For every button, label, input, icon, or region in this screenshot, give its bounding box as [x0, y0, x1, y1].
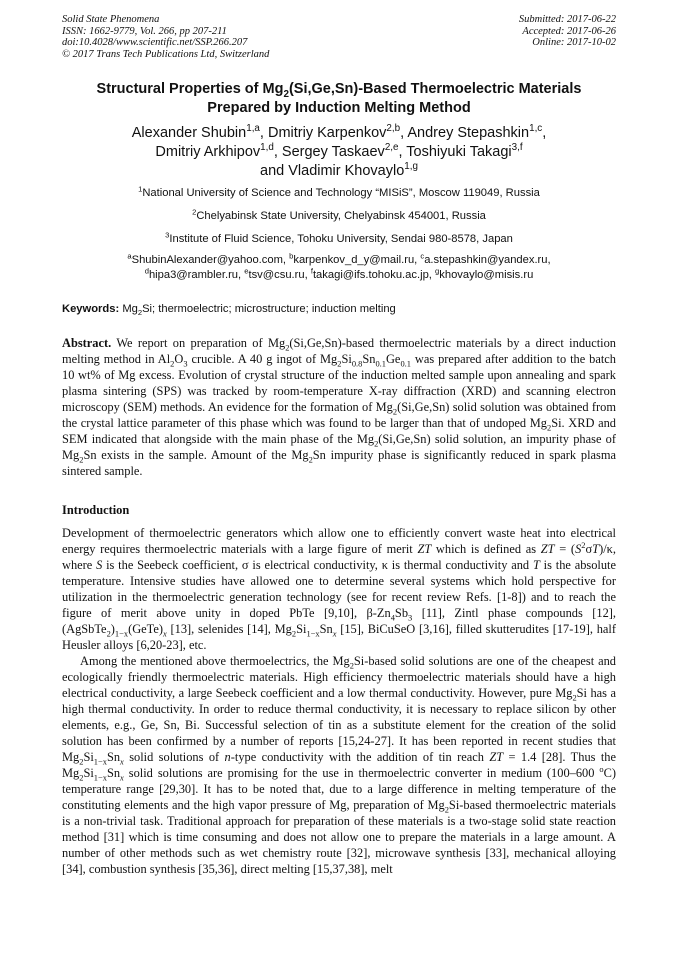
introduction-heading: Introduction [62, 503, 130, 517]
journal-copyright: © 2017 Trans Tech Publications Ltd, Switzerland [62, 48, 270, 60]
email-e[interactable]: tsv@csu.ru, [248, 269, 308, 281]
journal-name: Solid State Phenomena [62, 14, 160, 25]
email-d[interactable]: hipa3@rambler.ru, [148, 269, 242, 281]
intro-paragraph-1: Development of thermoelectric generators which allow one to efficiently convert waste heat into electrical energy requires thermoelectric materials with a large figure of merit ZT which is defined as ZT = $(S^2\sigma T)/\kappa$, where S is the Seebeck coefficient, σ is electrical conductivity, κ is thermal conductivity and T is the absolute temperature. Intensive studies have allowed one to determine several systems which hold perspective for utilization in the thermoelectric generation technology (see for recent review Refs. [1-8]) and to reach the figure of merit above unity in doped PbTe [9,10], $\beta-Zn_4Sb_3$ [11], Zintl phase compounds [12], $(AgSbTe_2)_{1-x}(GeTe)_x$ [13], selenides [14], $Mg_2Si_{1-x}Sn_x$ [15], BiCuSeO [3,16], filled skutterudites [17-19], half Heusler alloys [6,20-23], etc. [62, 526, 616, 652]
email-c[interactable]: a.stepashkin@yandex.ru, [424, 254, 551, 266]
date-online: Online: 2017-10-02 [532, 37, 616, 48]
journal-doi: doi:10.4028/www.scientific.net/SSP.266.207 [62, 37, 248, 48]
affiliation-1: $^1$National University of Science and Technology “MISiS”, Moscow 119049, Russia [138, 184, 540, 199]
author-emails: $^a$ShubinAlexander@yahoo.com, $^b$karpenkov_d_y@mail.ru, $^c$a.stepashkin@yandex.ru, $^d$hipa3@rambler.ru, $^e$tsv@csu.ru, $^f$takagi@ifs.tohoku.ac.jp, $^g$khovaylo@misis.ru [127, 251, 551, 281]
affiliation-3: $^3$Institute of Fluid Science, Tohoku University, Sendai 980-8578, Japan [165, 230, 513, 245]
email-g[interactable]: khovaylo@misis.ru [439, 269, 534, 281]
journal-issn: ISSN: 1662-9779, Vol. 266, pp 207-211 [62, 25, 227, 37]
author-list: Alexander Shubin$^{1,a}$, Dmitriy Karpenkov$^{2,b}$, Andrey Stepashkin$^{1,c}$, Dmitriy Arkhipov$^{1,d}$, Sergey Taskaev$^{2,e}$, Toshiyuki Takagi$^{3,f}$ and Vladimir Khovaylo$^{1,g}$ [131, 123, 547, 179]
date-accepted: Accepted: 2017-06-26 [522, 25, 616, 37]
email-b[interactable]: karpenkov_d_y@mail.ru, [293, 254, 418, 266]
keywords: Keywords: $Mg_2Si$; thermoelectric; microstructure; induction melting [62, 303, 396, 318]
introduction-body [62, 525, 616, 877]
date-submitted: Submitted: 2017-06-22 [518, 14, 616, 25]
journal-header [62, 14, 269, 60]
email-f[interactable]: takagi@ifs.tohoku.ac.jp, [312, 269, 432, 281]
email-a[interactable]: ShubinAlexander@yahoo.com, [131, 254, 287, 266]
paper-title: Structural Properties of $Mg_2(Si,Ge,Sn)$-Based Thermoelectric Materials Prepared by Induction Melting Method [96, 81, 582, 116]
abstract: Abstract. We report on preparation of $Mg_2(Si,Ge,Sn)$-based thermoelectric materials by a direct induction melting method in $Al_2O_3$ crucible. A 40 g ingot of $Mg_2Si_{0.8}Sn_{0.1}Ge_{0.1}$ was prepared after addition to the batch 10 wt% of Mg excess. Evolution of crystal structure of the induction melted sample upon annealing and spark plasma sintering (SPS) was tracked by room-temperature X-ray diffraction (XRD) and scanning electron microscopy (SEM) methods. An evidence for the formation of $Mg_2(Si,Ge,Sn)$ solid solution was obtained from the crystal lattice parameter of this phase which was found to be larger than that of undoped $Mg_2Si$. XRD and SEM indicated that alongside with the main phase of the $Mg_2(Si,Ge,Sn)$ solid solution, an impurity phase of $Mg_2Sn$ exists in the sample. Amount of the $Mg_2Sn$ impurity phase is significantly reduced in spark plasma sintered sample. [62, 336, 617, 478]
affiliation-2: $^2$Chelyabinsk State University, Chelyabinsk 454001, Russia [192, 207, 486, 222]
dates-header [519, 14, 616, 49]
intro-paragraph-2: Among the mentioned above thermoelectrics, the $Mg_2Si$-based solid solutions are one of the cheapest and ecologically friendly thermoelectric materials. High efficiency thermoelectric materials should have a high electrical conductivity, a large Seebeck coefficient and a low thermal conductivity. However, pure $Mg_2Si$ has a high thermal conductivity. In order to reduce thermal conductivity, it is necessary to replace silicon by other elements, e.g., Ge, Sn, Bi. Successful selection of tin as a substitute element for the creation of the solid solution has been confirmed by a number of reports [15,24-27]. It has been reported in recent studies that $Mg_2Si_{1-x}Sn_x$ solid solutions of n-type conductivity with the addition of tin reach ZT = 1.4 [28]. Thus the $Mg_2Si_{1-x}Sn_x$ solid solutions are promising for the use in thermoelectric converter in medium (100–600 $^o$C) temperature range [29,30]. It has to be noted that, due to a large difference in melting temperature of the constituting elements and the high vapor pressure of Mg, preparation of $Mg_2Si$-based thermoelectric materials is a non-trivial task. Traditional approach for preparation of these materials is a two-stage solid state reaction method [31] which is time consuming and does not allow one to prepare the materials in a large amount. A number of other methods such as wet chemistry route [32], microwave synthesis [33], mechanical alloying [34], combustion synthesis [35,36], direct melting [15,37,38], melt [62, 654, 617, 876]
